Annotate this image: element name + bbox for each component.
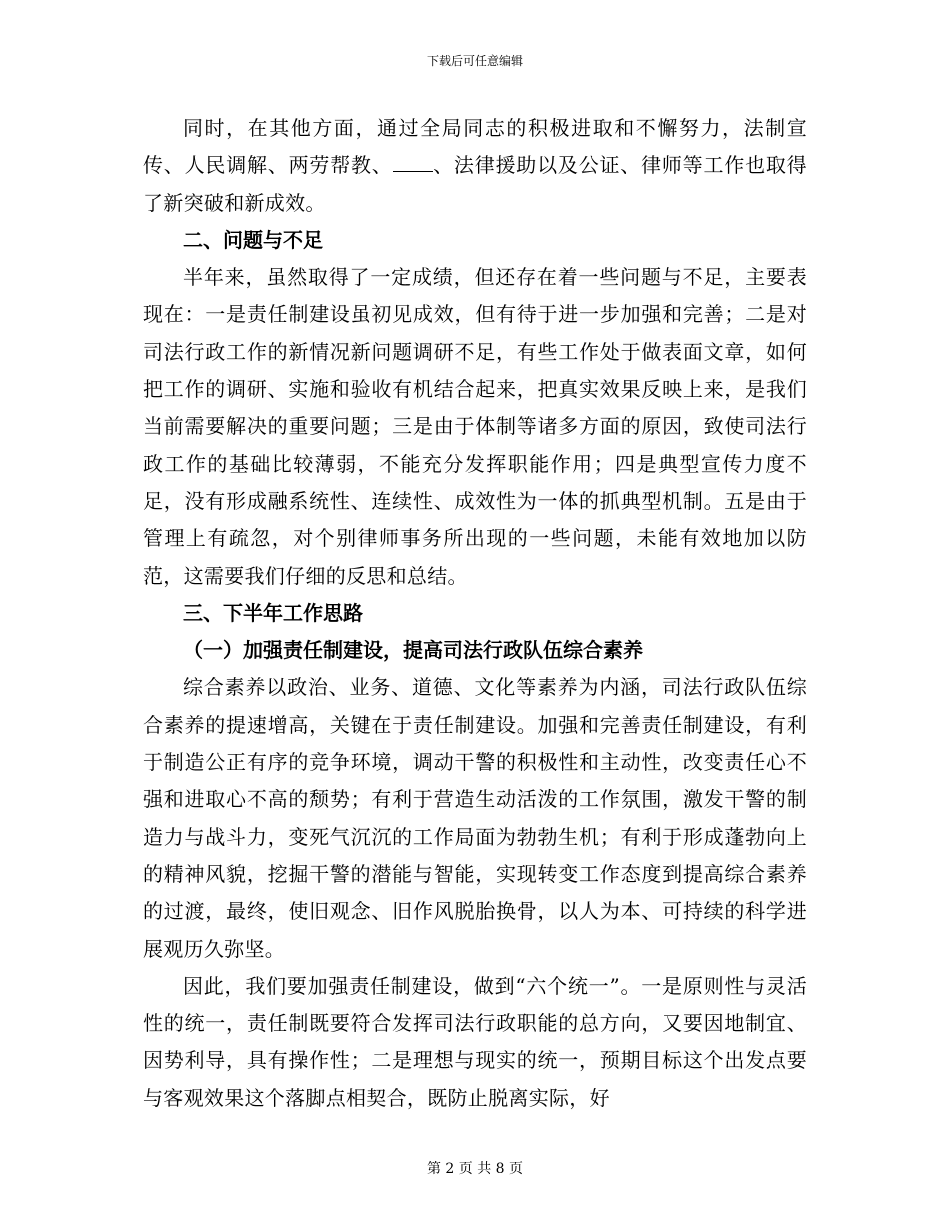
paragraph-1-text-b: 、法律援助以及公证、律师等工作也取得了新突破和新成效。	[143, 153, 807, 215]
paragraph-3: 综合素养以政治、业务、道德、文化等素养为内涵，司法行政队伍综合素养的提速增高，关键在于责任制建设。加强和完善责任制建设，有利于制造公正有序的竞争环境，调动干警的积极性和主动性，改变责任心不强和进取心不高的颓势；有利于营造生动活泼的工作氛围，激发干警的制造力与战斗力，变死气沉沉的工作局面为勃勃生机；有利于形成蓬勃向上的精神风貌，挖掘干警的潜能与智能，实现转变工作态度到提高综合素养的过渡，最终，使旧观念、旧作风脱胎换骨，以人为本、可持续的科学进展观历久弥坚。	[143, 675, 807, 961]
section-heading-2: 二、问题与不足	[183, 227, 323, 252]
document-body	[143, 110, 807, 1117]
paragraph-1-text-a: 同时，在其他方面，通过全局同志的积极进取和不懈努力，法制宣传、人民调解、两劳帮教、	[143, 116, 807, 178]
fill-in-blank	[393, 153, 433, 172]
page-footer: 第 2 页 共 8 页	[426, 1161, 524, 1177]
paragraph-2: 半年来，虽然取得了一定成绩，但还存在着一些问题与不足，主要表现在：一是责任制建设虽初见成效，但有待于进一步加强和完善；二是对司法行政工作的新情况新问题调研不足，有些工作处于做表面文章，如何把工作的调研、实施和验收有机结合起来，把真实效果反映上来，是我们当前需要解决的重要问题；三是由于体制等诸多方面的原因，致使司法行政工作的基础比较薄弱，不能充分发挥职能作用；四是典型宣传力度不足，没有形成融系统性、连续性、成效性为一体的抓典型机制。五是由于管理上有疏忽，对个别律师事务所出现的一些问题，未能有效地加以防范，这需要我们仔细的反思和总结。	[143, 265, 807, 588]
paragraph-4: 因此，我们要加强责任制建设，做到“六个统一”。一是原则性与灵活性的统一，责任制既要符合发挥司法行政职能的总方向，又要因地制宜、因势利导，具有操作性；二是理想与现实的统一，预期目标这个出发点要与客观效果这个落脚点相契合，既防止脱离实际，好	[143, 973, 807, 1110]
page-header: 下载后可任意编辑	[426, 54, 523, 68]
subsection-heading-3-1: （一）加强责任制建设，提高司法行政队伍综合素养	[183, 638, 643, 663]
section-heading-3: 三、下半年工作思路	[183, 600, 363, 625]
paragraph-1	[143, 110, 807, 222]
